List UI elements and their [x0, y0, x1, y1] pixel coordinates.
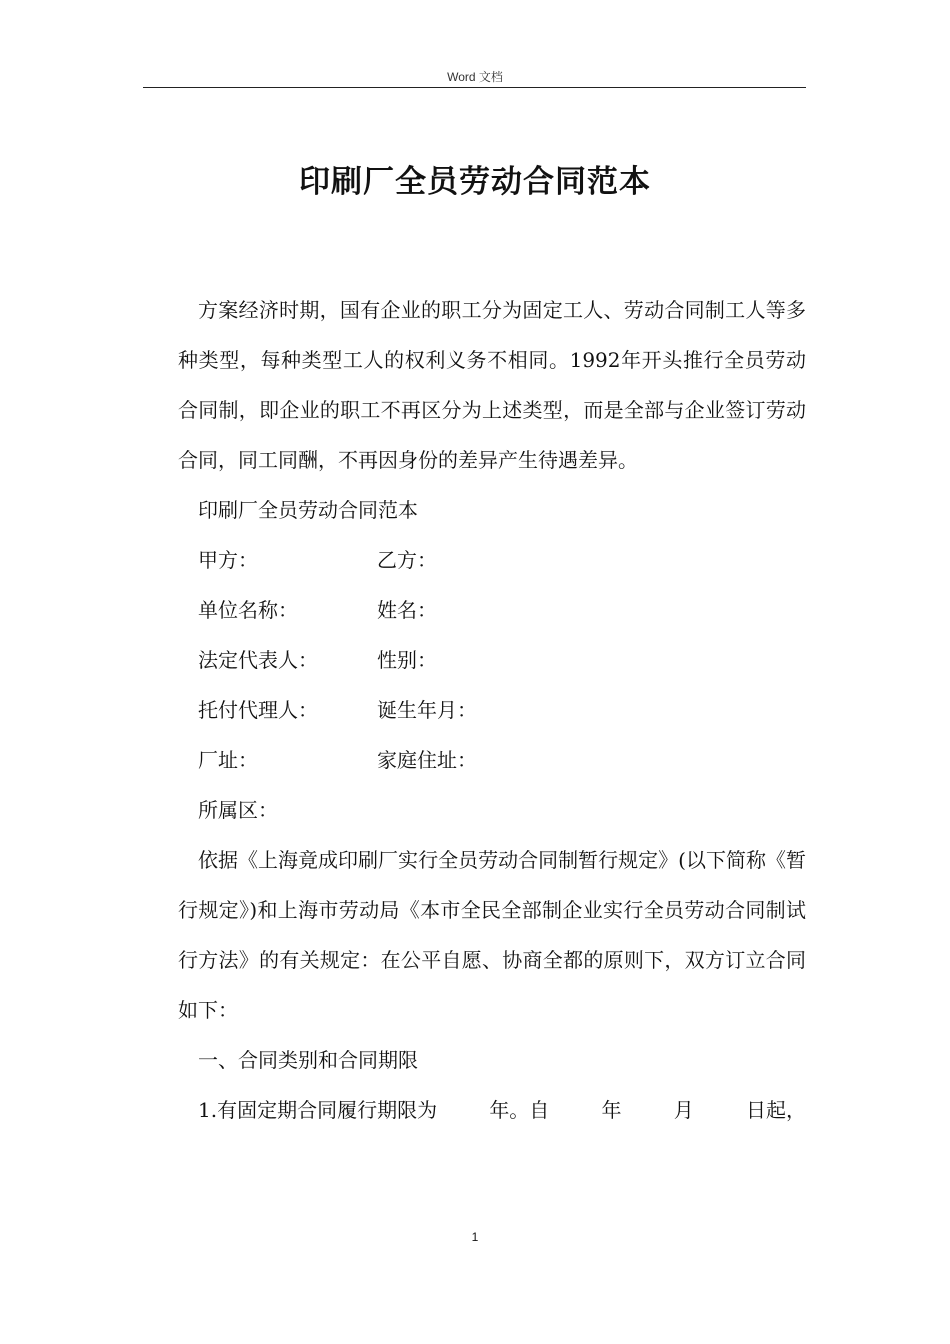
document-body [178, 285, 806, 1135]
field-row [178, 535, 806, 585]
home-address-label: 家庭住址： [377, 748, 477, 772]
birth-date-label: 诞生年月： [377, 698, 477, 722]
clause-1-part: 年。自 [489, 1098, 550, 1122]
page-number: 1 [471, 1230, 479, 1244]
basis-paragraph: 依据《上海竟成印刷厂实行全员劳动合同制暂行规定》(以下简称《暂行规定》)和上海市劳动局《本市全民全部制企业实行全员劳动合同制试行方法》的有关规定：在公平自愿、协商全都的原则下，双方订立合同如下： [178, 848, 806, 1022]
clause-1-part: 日起， [745, 1098, 806, 1122]
legal-representative-label: 法定代表人： [198, 648, 318, 672]
clause-1-part: 月 [673, 1098, 694, 1122]
field-row [178, 735, 806, 785]
header-divider [143, 87, 806, 88]
clause-1-part: 1.有固定期合同履行期限为 [198, 1098, 438, 1122]
page-header: Word 文档 [447, 70, 503, 84]
party-b-label: 乙方： [377, 548, 437, 572]
document-title: 印刷厂全员劳动合同范本 [299, 164, 651, 200]
section-heading: 一、合同类别和合同期限 [198, 1048, 418, 1072]
field-row [178, 785, 806, 835]
contract-subtitle: 印刷厂全员劳动合同范本 [198, 498, 418, 522]
field-row [178, 635, 806, 685]
company-name-label: 单位名称： [198, 598, 298, 622]
employee-name-label: 姓名： [377, 598, 437, 622]
authorized-agent-label: 托付代理人： [198, 698, 318, 722]
field-row [178, 585, 806, 635]
clause-1 [178, 1085, 806, 1135]
gender-label: 性别： [377, 648, 437, 672]
intro-paragraph: 方案经济时期，国有企业的职工分为固定工人、劳动合同制工人等多种类型，每种类型工人的权利义务不相同。1992年开头推行全员劳动合同制，即企业的职工不再区分为上述类型，而是全部与企业签订劳动合同，同工同酬，不再因身份的差异产生待遇差异。 [178, 298, 806, 472]
party-a-label: 甲方： [198, 548, 258, 572]
field-row [178, 685, 806, 735]
clause-1-part: 年 [601, 1098, 622, 1122]
district-label: 所属区： [198, 798, 278, 822]
factory-address-label: 厂址： [198, 748, 258, 772]
